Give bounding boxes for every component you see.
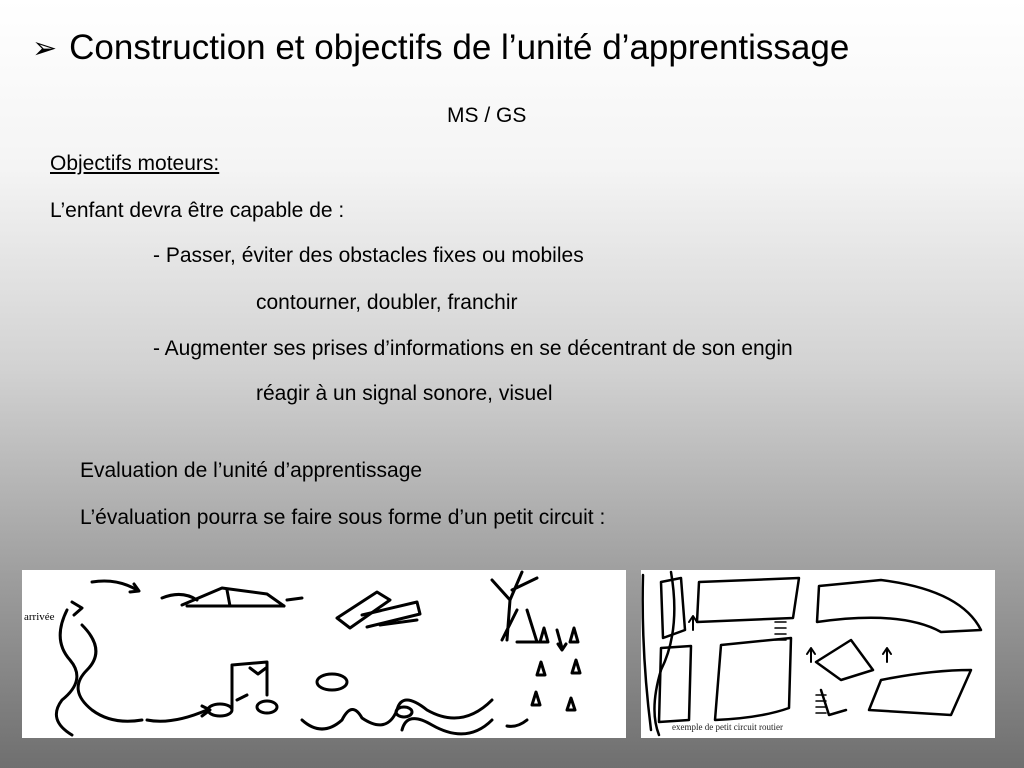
objective-item-3: - Augmenter ses prises d’informations en se décentrant de son engin bbox=[153, 337, 793, 360]
road-circuit-map bbox=[641, 570, 995, 738]
objectives-heading: Objectifs moteurs: bbox=[50, 152, 220, 175]
objective-item-4: réagir à un signal sonore, visuel bbox=[256, 382, 553, 405]
evaluation-heading: Evaluation de l’unité d’apprentissage bbox=[80, 459, 423, 482]
circuit-drawing bbox=[22, 570, 626, 738]
objectives-intro: L’enfant devra être capable de : bbox=[50, 199, 345, 222]
slide-subtitle: MS / GS bbox=[447, 104, 527, 127]
arrow-bullet-icon: ➢ bbox=[32, 31, 58, 65]
map-caption: exemple de petit circuit routier bbox=[672, 722, 783, 732]
evaluation-text: L’évaluation pourra se faire sous forme d’un petit circuit : bbox=[80, 506, 606, 529]
arrivee-label: arrivée bbox=[24, 611, 55, 623]
slide-title bbox=[32, 28, 849, 68]
objective-item-2: contourner, doubler, franchir bbox=[256, 291, 518, 314]
objective-item-1: - Passer, éviter des obstacles fixes ou mobiles bbox=[153, 244, 584, 267]
slide-title-text: Construction et objectifs de l’unité d’apprentissage bbox=[69, 28, 850, 67]
